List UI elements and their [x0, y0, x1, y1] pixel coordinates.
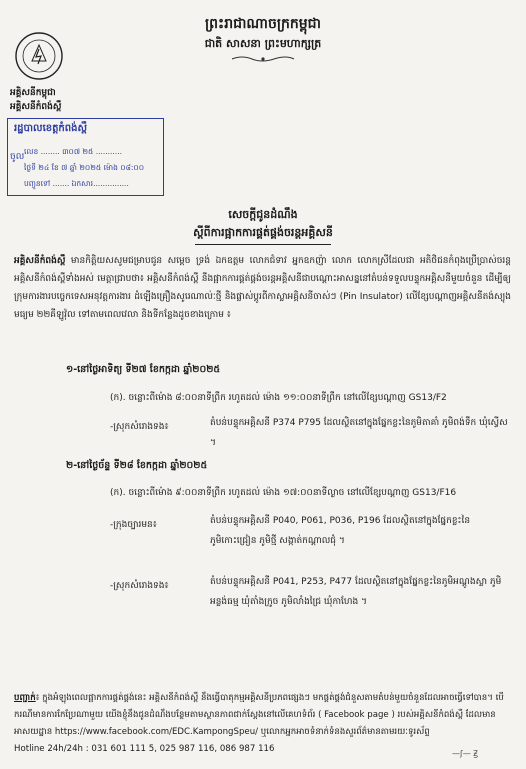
day-2-detail-1: តំបន់បន្ទុកអគ្គិសនី P040, P061, P036, P196 ដែលស្ថិតនៅក្នុងផ្នែកខ្លះនៃភូមិកោះជ្រៀន ភូមិថ្មី សង្កាត់កណ្តាលជុំ ។ [210, 516, 471, 546]
day-2-district-1: -ក្រុងច្បារមន៖ [110, 520, 157, 530]
day-1-date: ១-នៅថ្ងៃអាទិត្យ ទី២៧ ខែកក្កដា ឆ្នាំ២០២៥ [66, 364, 221, 375]
day-2-slot: (ក). ចន្លោះពីម៉ោង ៩:០០នាទីព្រឹក រហូតដល់ ម៉ោង ១៧:០០នាទីល្ងាច នៅលើខ្សែបណ្តាញ GS13/F16 [110, 488, 457, 498]
intro-lead: អគ្គិសនីកំពង់ស្ពឺ [14, 256, 66, 266]
title-underline [195, 244, 331, 245]
stamp-title: រដ្ឋបាលខេត្តកំពង់ស្ពឺ [14, 123, 87, 134]
header-ornament-icon [230, 55, 296, 63]
note-text: ៖ ក្នុងអំឡុងពេលផ្អាកការផ្គត់ផ្គង់នេះ អគ្គិសនីកំពង់ស្ពឺ នឹងធ្វើបាតុកម្មអគ្គិសនីប្រភពផ្សេងៗ មកផ្គត់ផ្គង់ជំនួសតាមតំបន់មួយចំនួនដែលអាចធ្វើទៅបាន។ បើករណីមានការកែប្រែណាមួយ យើងខ្ញុំនឹងជូនដំណឹងបន្ថែមតាមស្ថានភាពជាក់ស្តែងនៅលើគេហទំព័រ ( Facebook page ) របស់អគ្គិសនីកំពង់ស្ពឺ ដែលមានអាសយដ្ឋាន https://www.facebook.com/EDC.KampongSpeu/ ឬលោកអ្នកអាចទំនាក់ទំនងសួរព័ត៌មានតាមរយៈទូរស័ព្ទ [14, 693, 504, 737]
intro-text: មានកិត្តិយសសូមជម្រាបជូន សម្តេច ទ្រង់ ឯកឧត្តម លោកជំទាវ អ្នកឧកញ៉ា លោក លោកស្រីដែលជា អតិថិជនកំពុងប្រើប្រាស់ចរន្តអគ្គិសនីកំពង់ស្ពឺទាំងអស់ មេត្តាជ្រាបថា៖ អគ្គិសនីកំពង់ស្ពឺ នឹងផ្អាកការផ្គត់ផ្គង់ចរន្តអគ្គិសនីជាបណ្តោះអាសន្ននៅតំបន់ទទួលបន្ទុកអគ្គិសនីមួយចំនួន ដើម្បីឲ្យក្រុមការងារបច្ចេកទេសអនុវត្តការងារ ដំឡើងគ្រឿងសូរេណាល់ៈថ្មី និងផ្លាស់ប្តូរពីកាស្លាអគ្គិសនីចាស់ៗ (Pin Insulator) លើខ្សែបណ្តាញអគ្គិសនីតង់ស្យុងមធ្យម ២២គីឡូវ៉ុល ទៅតាមពេលវេលា និងទីកន្លែងដូចខាងក្រោម ៖ [14, 256, 511, 320]
stamp-date: ថ្ងៃទី ២៤ ខែ ៧ ឆ្នាំ ២០២៥ ម៉ោង ០៨:០០ [24, 163, 145, 172]
received-stamp [7, 118, 164, 196]
notice-subtitle: ស្តីពីការផ្អាកការផ្គត់ផ្គង់ចរន្តអគ្គិសនី [193, 226, 333, 239]
day-2-date: ២-នៅថ្ងៃច័ន្ទ ទី២៨ ខែកក្កដា ឆ្នាំ២០២៥ [66, 460, 208, 471]
motto-heading: ជាតិ សាសនា ព្រះមហាក្សត្រ [204, 37, 322, 50]
branch-name: អគ្គិសនីកំពង់ស្ពឺ [10, 102, 62, 112]
day-1-detail-1: តំបន់បន្ទុកអគ្គិសនី P374 P795 ដែលស្ថិតនៅក្នុងផ្នែកខ្លះនៃភូមិតាគាំ ភូមិពង់ទឹក ឃុំស្វេីស ។ [210, 418, 508, 448]
hotline-line: Hotline 24h/24h : 031 601 111 5, 025 987 116, 086 987 116 [14, 744, 275, 754]
signature-mark: —ʃ— Ꙃ [452, 749, 478, 758]
day-1-district-1: -ស្រុកសំរោងទង៖ [110, 422, 169, 432]
day-1-slot: (ក). ចន្លោះពីម៉ោង ៨:០០នាទីព្រឹក រហូតដល់ ម៉ោង ១១:០០នាទីព្រឹក នៅលើខ្សែបណ្តាញ GS13/F2 [110, 393, 447, 403]
stamp-number: លេខ ........ ៣០៧ ២៥ ........... [24, 147, 122, 156]
intro-paragraph [14, 252, 511, 324]
note-label: បញ្ជាក់ [14, 693, 36, 703]
stamp-side-label: ចូល [10, 152, 25, 162]
org-name: អគ្គិសនីកម្ពុជា [10, 88, 56, 98]
kingdom-heading: ព្រះរាជាណាចក្រកម្ពុជា [204, 16, 321, 32]
edc-logo-icon [14, 31, 64, 81]
day-2-detail-2: តំបន់បន្ទុកអគ្គិសនី P041, P253, P477 ដែលស្ថិតនៅក្នុងផ្នែកខ្លះនៃភូមិអណ្តូងស្លា ភូមិអន្លង់ធម្ម ឃុំតាំងក្រូច ភូមិលាំងជ្រៃ ឃុំកាហែង ។ [210, 577, 502, 607]
note-paragraph [14, 690, 511, 758]
notice-title: សេចក្តីជូនដំណឹង [228, 208, 298, 221]
day-2-district-2: -ស្រុកសំរោងទង៖ [110, 581, 169, 591]
stamp-forward: បញ្ជូនទៅ ....... ឯកសារ............... [24, 179, 129, 188]
